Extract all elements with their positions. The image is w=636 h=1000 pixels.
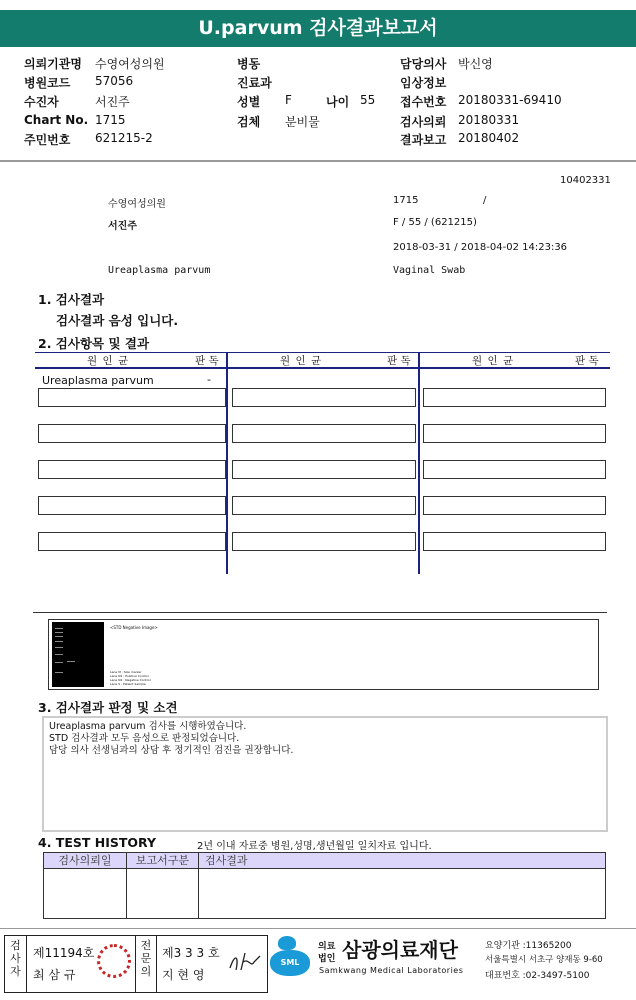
result-cell — [232, 424, 416, 443]
tester-name: 최 삼 규 — [33, 968, 76, 982]
column-divider — [418, 352, 420, 574]
history-divider — [126, 869, 127, 919]
history-col: 검사결과 — [199, 853, 605, 869]
result-judge: - — [207, 373, 211, 386]
legend-line: Lane N2 : Negative Control — [110, 678, 151, 682]
result-cell — [423, 532, 606, 551]
logo-shape — [278, 936, 296, 950]
results-table-header — [35, 352, 610, 369]
result-cell — [423, 460, 606, 479]
history-divider — [198, 869, 199, 919]
comment-line: STD 검사결과 모두 음성으로 판정되었습니다. — [49, 733, 240, 744]
copy-specimen: Vaginal Swab — [393, 265, 466, 276]
signature-icon — [227, 948, 263, 978]
inst-value: 수영여성의원 — [95, 57, 165, 71]
address: 서울특별시 서초구 양재동 9-60 — [485, 955, 603, 965]
legend-line: Lane N1 : Positive Control — [110, 674, 149, 678]
doc-number: 10402331 — [560, 175, 611, 186]
code-value: 57056 — [95, 74, 134, 88]
company-logo — [270, 936, 316, 982]
sex-value: F — [285, 93, 292, 107]
corp-label: 의료 — [318, 942, 336, 952]
col-judge-2: 판 독 — [387, 355, 411, 367]
result-cell — [232, 388, 416, 407]
chart-value: 1715 — [95, 113, 126, 127]
result-pathogen: Ureaplasma parvum — [42, 374, 154, 387]
col-pathogen-2: 원 인 균 — [280, 355, 323, 367]
figure-caption: <STD Negative Image> — [110, 625, 158, 630]
comment-line: 담당 의사 선생님과의 상담 후 정기적인 검진을 권장합니다. — [49, 745, 294, 756]
result-cell — [232, 496, 416, 515]
result-cell — [38, 496, 226, 515]
legend-line: Lane M : Size marker — [110, 670, 142, 674]
request-label: 검사의뢰 — [400, 115, 447, 129]
report-label: 결과보고 — [400, 133, 447, 147]
result-cell — [423, 424, 606, 443]
result-cell — [38, 388, 226, 407]
inst-label: 의뢰기관명 — [24, 57, 82, 71]
comment-line: Ureaplasma parvum 검사를 시행하였습니다. — [49, 721, 247, 732]
history-col: 보고서구분 — [127, 853, 199, 869]
age-value: 55 — [360, 93, 376, 107]
request-value: 20180331 — [458, 113, 520, 127]
copy-sexage: F / 55 / (621215) — [393, 217, 477, 228]
doctor-value: 박신영 — [458, 57, 493, 71]
result-cell — [38, 532, 226, 551]
result-cell — [423, 388, 606, 407]
specimen-value: 분비물 — [285, 115, 320, 129]
rrn-value: 621215-2 — [95, 131, 153, 145]
dept-label: 진료과 — [237, 76, 272, 90]
result-cell — [423, 496, 606, 515]
section-3-title: 3. 검사결과 판정 및 소견 — [38, 700, 178, 715]
logo-text: SML — [270, 950, 310, 976]
history-col: 검사의뢰일 — [44, 853, 127, 869]
column-divider — [226, 352, 228, 574]
age-label: 나이 — [326, 95, 350, 109]
report-value: 20180402 — [458, 131, 520, 145]
seal-stamp — [97, 944, 131, 978]
col-judge-3: 판 독 — [575, 355, 599, 367]
patient-value: 서진주 — [95, 95, 130, 109]
chart-label: Chart No. — [24, 113, 89, 127]
company-en: Samkwang Medical Laboratories — [319, 966, 464, 975]
copy-chart: 1715 — [393, 195, 419, 206]
org-code: 요양기관 :11365200 — [485, 941, 572, 951]
patient-label: 수진자 — [24, 95, 59, 109]
section-1-result: 검사결과 음성 입니다. — [56, 313, 179, 328]
specimen-label: 검체 — [237, 115, 261, 129]
result-cell — [38, 460, 226, 479]
result-cell — [38, 424, 226, 443]
section-4-title: 4. TEST HISTORY — [38, 835, 157, 850]
col-pathogen-3: 원 인 균 — [472, 355, 515, 367]
gel-image — [52, 622, 104, 687]
company-name: 삼광의료재단 — [342, 938, 458, 962]
ward-label: 병동 — [237, 57, 261, 71]
legend-line: Lane S : Patient Sample — [110, 682, 146, 686]
copy-test: Ureaplasma parvum — [108, 265, 211, 276]
figure-legend — [110, 670, 151, 686]
copy-inst: 수영여성의원 — [108, 199, 166, 210]
col-judge-1: 판 독 — [195, 355, 219, 367]
report-title: U.parvum 검사결과보고서 — [0, 10, 636, 47]
result-cell — [232, 532, 416, 551]
tester-label: 검사자 — [5, 936, 27, 992]
approver-name: 지 현 영 — [162, 968, 205, 982]
copy-patient: 서진주 — [108, 221, 137, 232]
table-top-line — [35, 352, 610, 353]
divider — [0, 160, 636, 162]
approver-no: 제3 3 3 호 — [162, 946, 220, 960]
receipt-label: 접수번호 — [400, 95, 447, 109]
corp-label: 법인 — [318, 954, 336, 964]
footer-divider — [0, 928, 636, 929]
sex-label: 성별 — [237, 95, 261, 109]
doctor-label: 담당의사 — [400, 57, 447, 71]
divider — [33, 612, 607, 613]
tester-no: 제11194호 — [33, 946, 95, 960]
section-2-title: 2. 검사항목 및 결과 — [38, 336, 150, 351]
history-note: 2년 이내 자료중 병원,성명,생년월일 일치자료 입니다. — [197, 841, 432, 852]
clinical-label: 임상정보 — [400, 76, 447, 90]
phone: 대표번호 :02-3497-5100 — [485, 971, 590, 981]
result-cell — [232, 460, 416, 479]
comment-box — [42, 716, 608, 832]
copy-dates: 2018-03-31 / 2018-04-02 14:23:36 — [393, 242, 568, 253]
receipt-value: 20180331-69410 — [458, 93, 562, 107]
copy-slash: / — [483, 195, 487, 206]
col-pathogen-1: 원 인 균 — [87, 355, 130, 367]
approver-label: 전문의 — [135, 936, 157, 992]
rrn-label: 주민번호 — [24, 133, 71, 147]
signature-box — [4, 935, 268, 993]
code-label: 병원코드 — [24, 76, 71, 90]
section-1-title: 1. 검사결과 — [38, 292, 105, 307]
history-table — [43, 852, 606, 919]
